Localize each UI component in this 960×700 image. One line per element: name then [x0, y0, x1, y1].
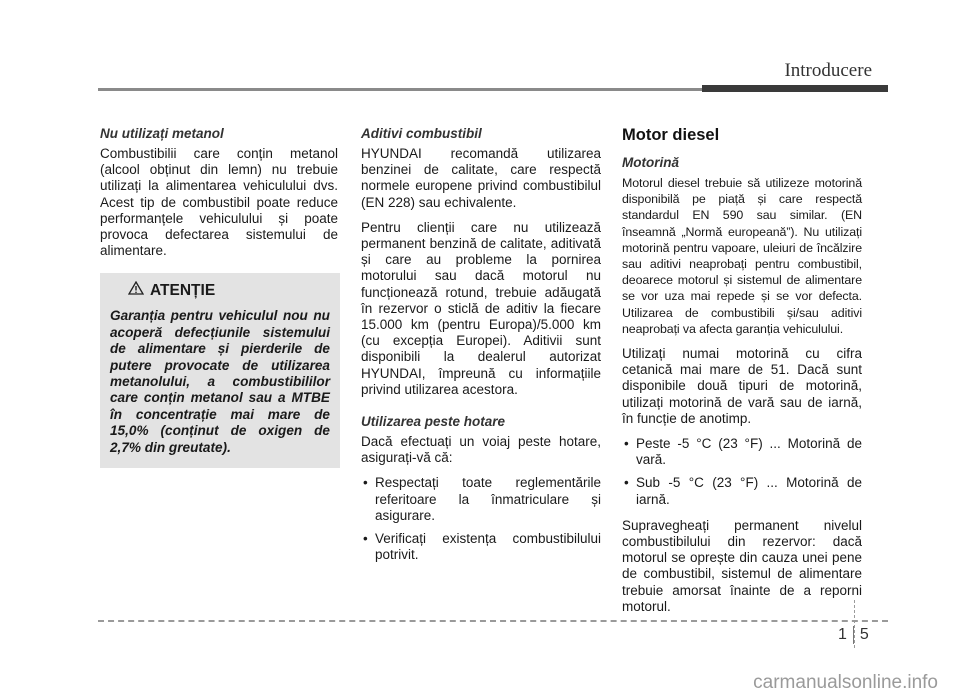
diesel-paragraph-3: Supravegheați permanent nivelul combustibilului din rezervor: dacă motorul se oprește din cauza unei pene de combustibil, sistemul de alimentare trebuie amorsat înainte de a reporni motorul. — [622, 517, 862, 614]
caution-box — [100, 273, 340, 468]
page-number-value: 5 — [859, 626, 869, 643]
section-subheading-diesel-fuel: Motorină — [622, 155, 679, 170]
column-1 — [100, 126, 338, 468]
additives-paragraph-2: Pentru clienții care nu utilizează permanent benzină de calitate, aditivată și care au probleme la pornirea motorului sau dacă motorul nu funcționează rotund, trebuie adăugată în rezervor o sticlă de aditiv la fiecare 15.000 km (pentru Europa)/5.000 km (cu excepția Europei). Aditivii sunt disponibili la dealerul autorizat HYUNDAI, împreună cu informațiile privind utilizarea acestora. — [361, 219, 601, 397]
additives-paragraph-1: HYUNDAI recomandă utilizarea benzinei de calitate, care respectă normele europene privind combustibilul (EN 228) sau echivalente. — [361, 146, 601, 210]
section-subheading-abroad: Utilizarea peste hotare — [361, 414, 506, 430]
column-3 — [622, 126, 862, 624]
diesel-bullet-list — [622, 436, 862, 508]
abroad-bullet-list — [361, 475, 601, 563]
list-item: • Verificați existența combustibilului potrivit. — [361, 531, 601, 563]
list-item: • Sub -5 °C (23 °F) ... Motorină de iarnă. — [622, 475, 862, 507]
list-item: • Peste -5 °C (23 °F) ... Motorină de vară. — [622, 436, 862, 468]
page-header-title: Introducere — [784, 60, 872, 81]
watermark: carmanualsonline.info — [753, 672, 938, 693]
footer-rule — [98, 620, 888, 622]
warning-triangle-icon — [128, 281, 144, 300]
caution-title-row — [110, 281, 330, 300]
abroad-paragraph: Dacă efectuați un voiaj peste hotare, asigurați-vă că: — [361, 434, 601, 466]
methanol-paragraph: Combustibilii care conțin metanol (alcool obținut din lemn) nu trebuie utilizați la alimentarea vehiculului dvs. Acest tip de combustibil poate reduce performanțele vehiculului și poate provoca defectarea sistemului de alimentare. — [100, 146, 338, 259]
section-subheading-methanol: Nu utilizați metanol — [100, 126, 224, 141]
header-rule-accent — [702, 85, 888, 92]
page-number-divider — [853, 626, 854, 644]
diesel-paragraph-2: Utilizați numai motorină cu cifra cetanică mai mare de 51. Dacă sunt disponibile două tipuri de motorină, utilizați motorină de vară sau de iarnă, în funcție de anotimp. — [622, 346, 862, 426]
section-heading-diesel: Motor diesel — [622, 126, 720, 144]
column-2 — [361, 126, 601, 573]
section-subheading-additives: Aditivi combustibil — [361, 126, 482, 141]
page-number — [838, 626, 869, 644]
caution-text: Garanția pentru vehiculul nou nu acoperă defecțiunile sistemului de alimentare și pierderile de putere provocate de utilizarea metanolului, a combustibililor care conțin metanol sau a MTBE în concentrație mai mare de 15,0% (conținut de oxigen de 2,7% din greutate). — [110, 308, 330, 455]
caution-title: ATENȚIE — [150, 281, 216, 299]
diesel-paragraph-1: Motorul diesel trebuie să utilizeze motorină disponibilă pe piață și care respectă standardul EN 590 sau similar. (EN înseamnă „Normă europeană”). Nu utilizați motorină pentru vapoare, uleiuri de încălzire sau aditivi neaprobați pentru combustibil, deoarece motorul și sistemul de alimentare se vor uza mai repede și se vor defecta. Utilizarea de combustibili și/sau aditivi neaprobați va afecta garanția vehiculului. — [622, 176, 862, 336]
list-item: • Respectați toate reglementările referitoare la înmatriculare și asigurare. — [361, 475, 601, 524]
chapter-number: 1 — [838, 626, 847, 643]
